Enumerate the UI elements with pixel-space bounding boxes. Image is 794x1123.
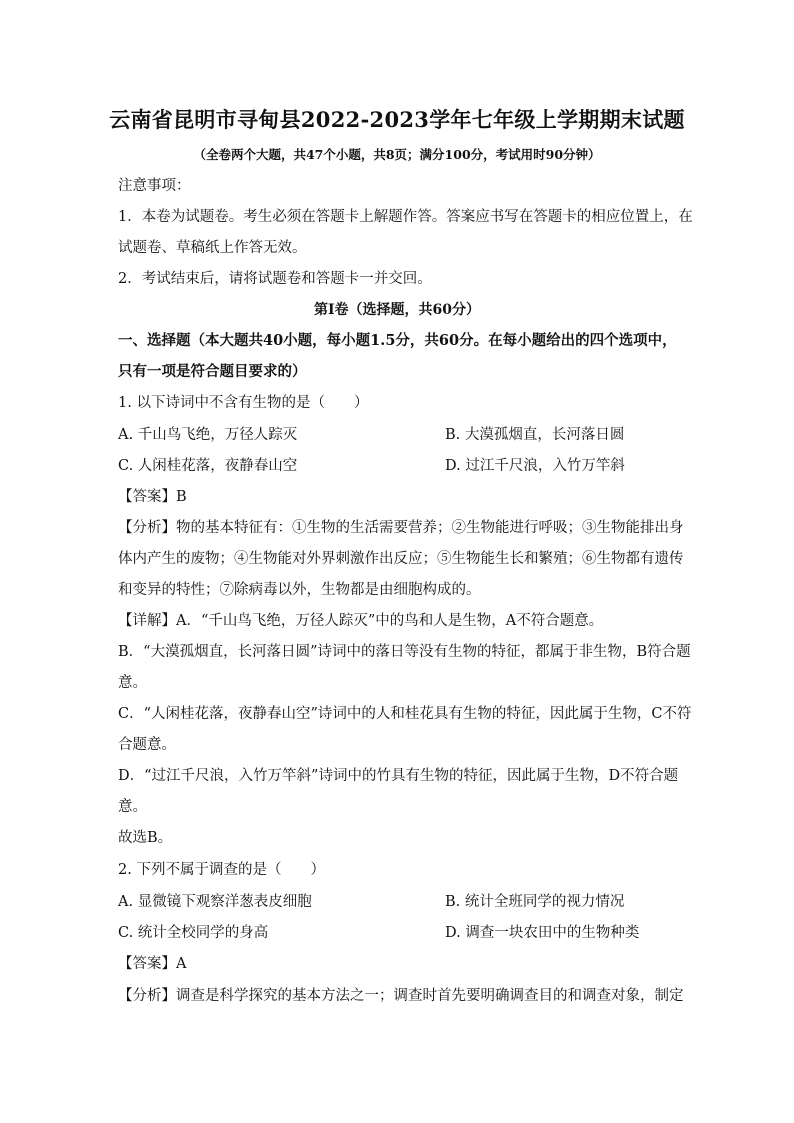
q1-option-d: D. 过江千尺浪，入竹万竿斜 xyxy=(445,458,625,474)
q1-stem: 1. 以下诗词中不含有生物的是（ ） xyxy=(118,395,369,411)
q1-detail-a: 【详解】A．“千山鸟飞绝，万径人踪灭”中的鸟和人是生物，A不符合题意。 xyxy=(118,613,604,629)
q1-conclusion: 故选B。 xyxy=(118,830,173,846)
q2-option-d: D. 调查一块农田中的生物种类 xyxy=(445,925,640,941)
notice-heading: 注意事项： xyxy=(118,178,191,194)
q1-detail-c-line-1: C．“人闲桂花落，夜静春山空”诗词中的人和桂花具有生物的特征，因此属于生物，C不符 xyxy=(118,706,692,722)
q2-analysis-line-1: 【分析】调查是科学探究的基本方法之一；调查时首先要明确调查目的和调查对象，制定 xyxy=(118,988,684,1004)
q2-option-c: C. 统计全校同学的身高 xyxy=(118,925,269,941)
q2-option-a: A. 显微镜下观察洋葱表皮细胞 xyxy=(118,894,312,910)
q1-option-a: A. 千山鸟飞绝，万径人踪灭 xyxy=(118,427,298,443)
notice-item-1-line-1: 1．本卷为试题卷。考生必须在答题卡上解题作答。答案应书写在答题卡的相应位置上，在 xyxy=(118,209,693,225)
q1-option-b: B. 大漠孤烟直，长河落日圆 xyxy=(445,427,625,443)
q1-analysis-line-1: 【分析】物的基本特征有：①生物的生活需要营养；②生物能进行呼吸；③生物能排出身 xyxy=(118,520,684,536)
q2-option-b: B. 统计全班同学的视力情况 xyxy=(445,894,625,910)
notice-item-2: 2．考试结束后，请将试题卷和答题卡一并交回。 xyxy=(118,271,432,287)
q1-detail-b-line-2: 意。 xyxy=(118,675,147,691)
section-heading-line-1: 一、选择题（本大题共40小题，每小题1.5分，共60分。在每小题给出的四个选项中， xyxy=(118,332,677,349)
q1-detail-d-line-2: 意。 xyxy=(118,799,147,815)
notice-item-1-line-2: 试题卷、草稿纸上作答无效。 xyxy=(118,240,307,256)
q2-stem: 2. 下列不属于调查的是（ ） xyxy=(118,862,325,878)
q1-option-c: C. 人闲桂花落，夜静春山空 xyxy=(118,458,298,474)
exam-subtitle: （全卷两个大题，共47个小题，共8页；满分100分，考试用时90分钟） xyxy=(193,147,601,162)
q1-analysis-line-2: 体内产生的废物；④生物能对外界刺激作出反应；⑤生物能生长和繁殖；⑥生物都有遗传 xyxy=(118,551,684,567)
q1-detail-c-line-2: 合题意。 xyxy=(118,737,176,753)
q2-answer: 【答案】A xyxy=(118,956,187,972)
section-heading-line-2: 只有一项是符合题目要求的） xyxy=(118,363,307,380)
q1-analysis-line-3: 和变异的特性；⑦除病毒以外，生物都是由细胞构成的。 xyxy=(118,582,481,598)
volume-heading: 第Ⅰ卷（选择题，共60分） xyxy=(313,302,481,318)
q1-answer: 【答案】B xyxy=(118,489,187,505)
exam-title: 云南省昆明市寻甸县2022-2023学年七年级上学期期末试题 xyxy=(109,107,685,132)
q1-detail-b-line-1: B．“大漠孤烟直，长河落日圆”诗词中的落日等没有生物的特征，都属于非生物，B符合题 xyxy=(118,644,691,660)
q1-detail-d-line-1: D．“过江千尺浪，入竹万竿斜”诗词中的竹具有生物的特征，因此属于生物，D不符合题 xyxy=(118,768,679,784)
